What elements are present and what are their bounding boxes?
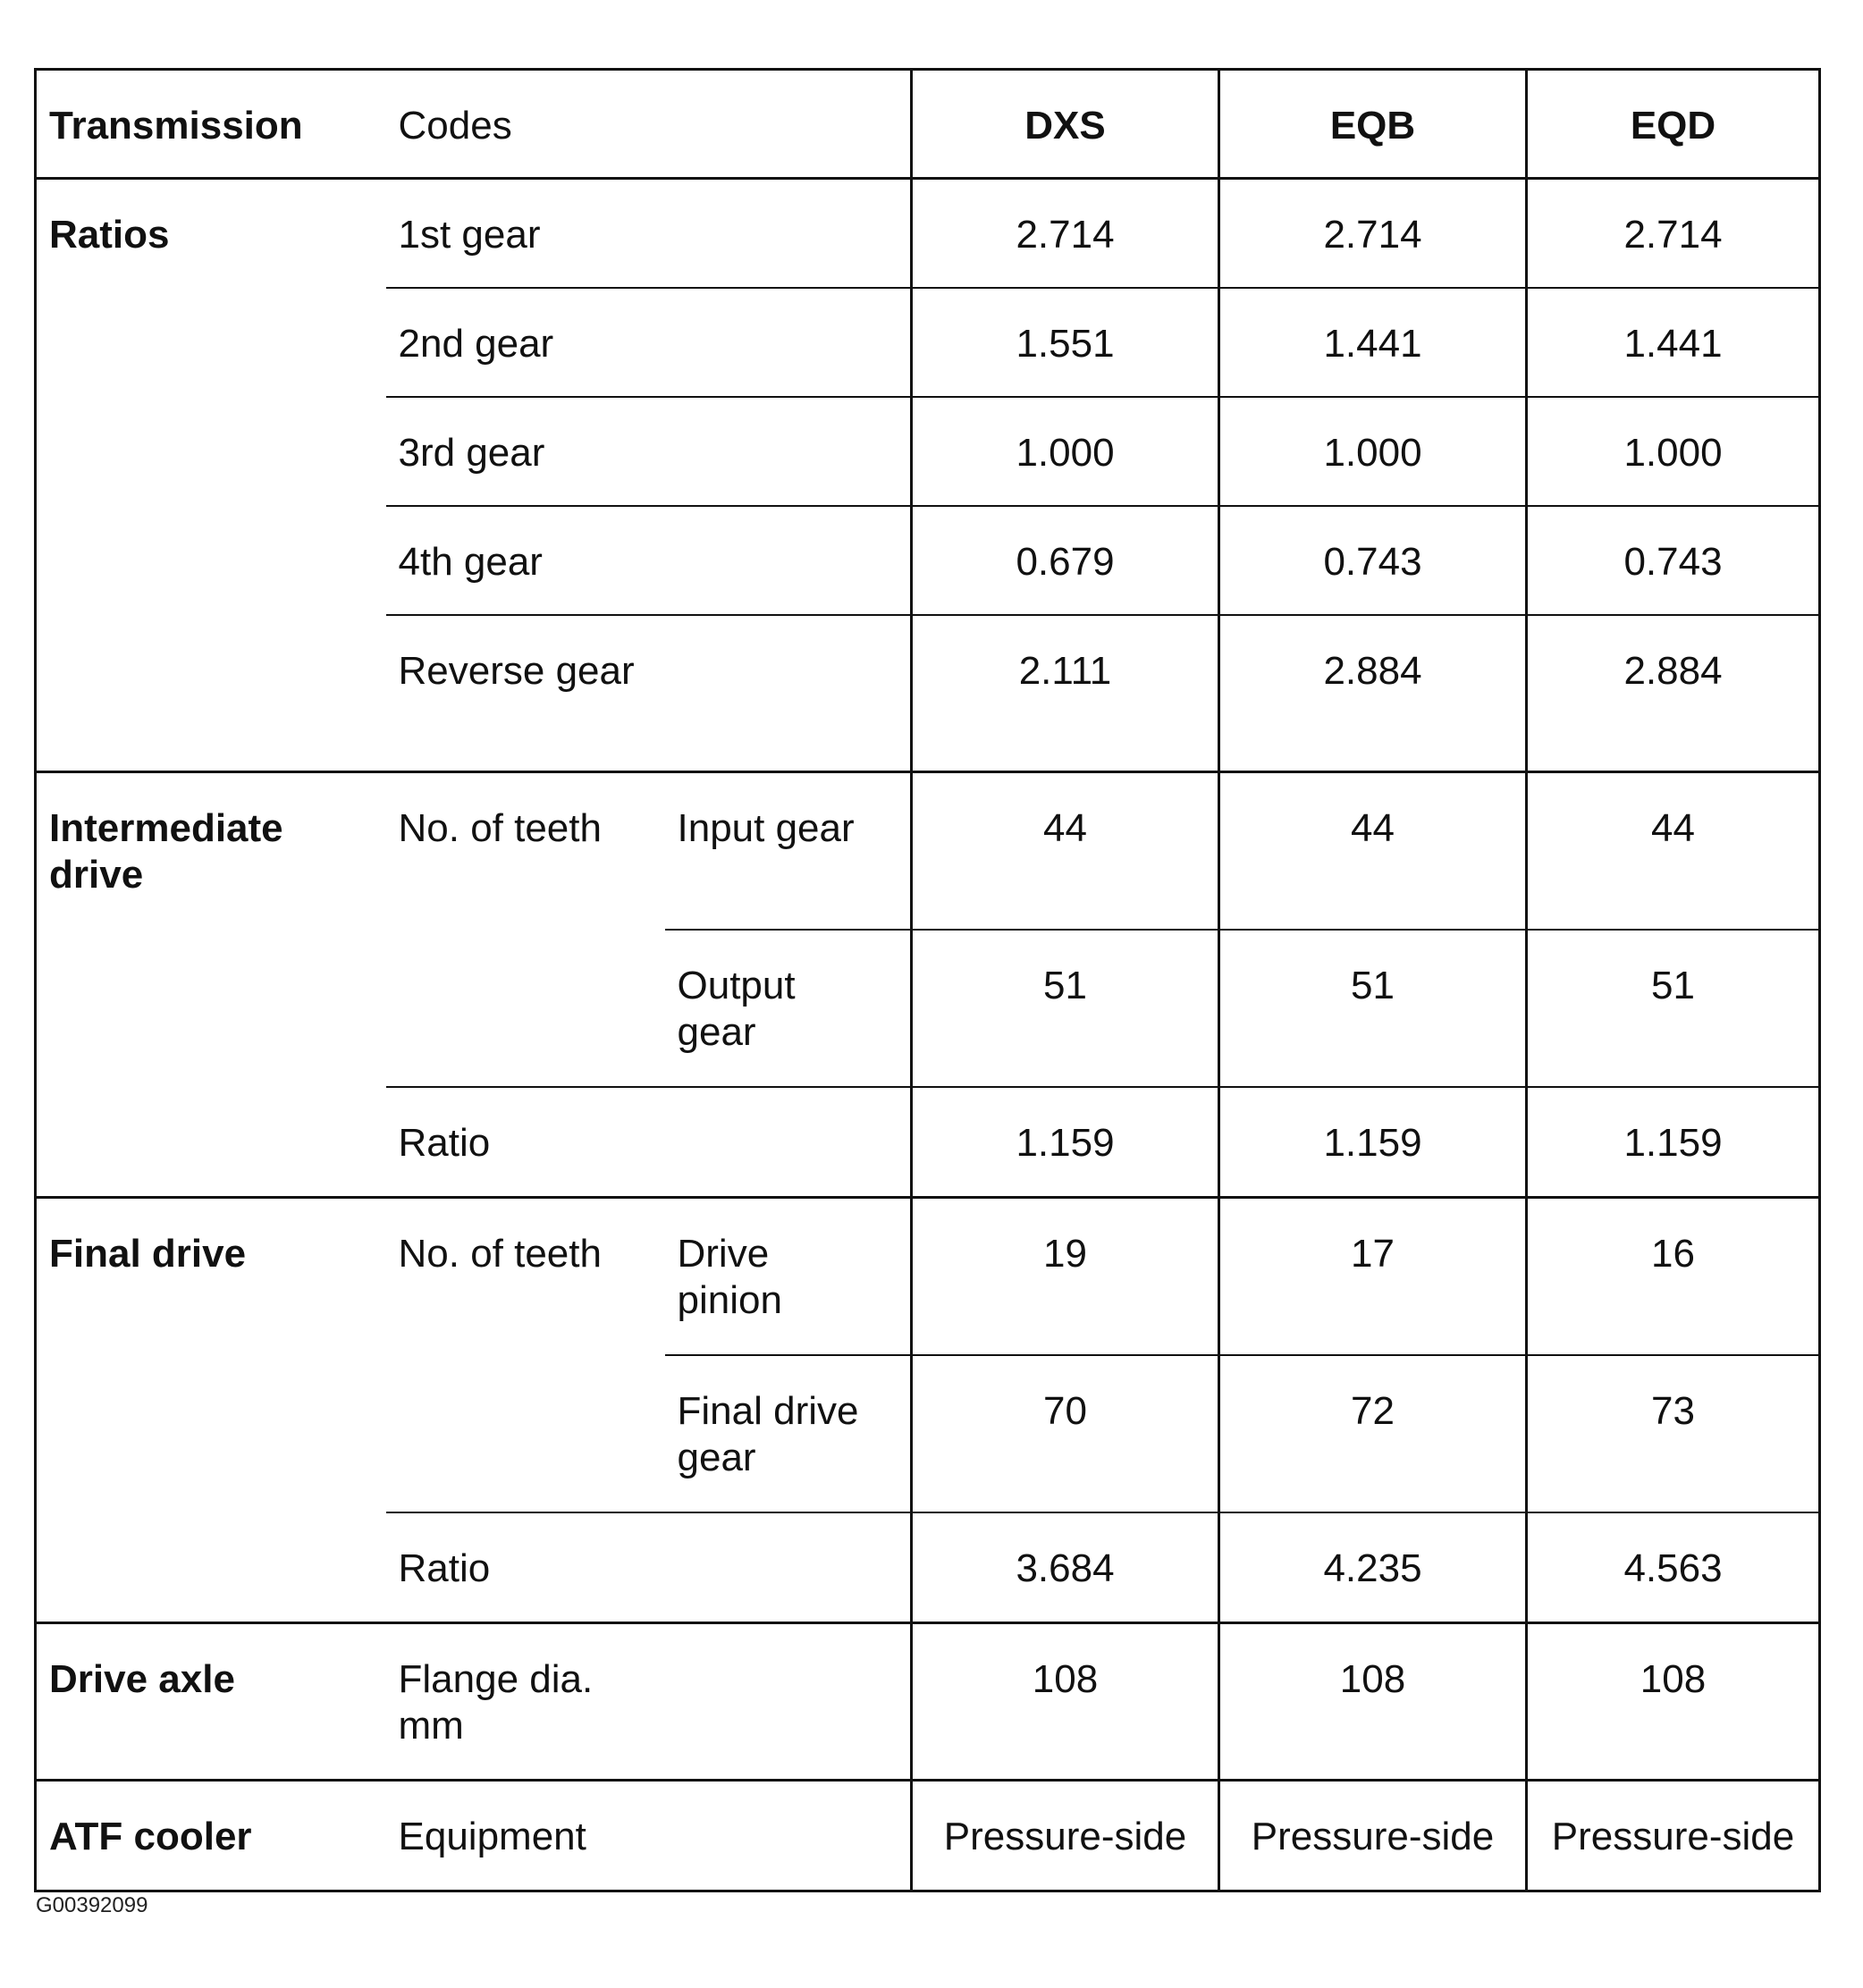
row-label: Final drive gear <box>665 1355 912 1512</box>
row-label: Drive pinion <box>665 1198 912 1355</box>
value-dxs: 1.159 <box>912 1087 1219 1198</box>
code-eqb-header: EQB <box>1219 70 1527 179</box>
value-eqd: 1.159 <box>1527 1087 1820 1198</box>
row-label: 1st gear <box>386 179 912 288</box>
value-eqb: 17 <box>1219 1198 1527 1355</box>
value-eqb: 1.000 <box>1219 397 1527 506</box>
value-dxs: 2.111 <box>912 615 1219 772</box>
teeth-label: No. of teeth <box>386 1198 665 1512</box>
figure-id: G00392099 <box>36 1893 148 1917</box>
row-label: 3rd gear <box>386 397 912 506</box>
value-dxs: 70 <box>912 1355 1219 1512</box>
row-label: Reverse gear <box>386 615 912 772</box>
value-dxs: 19 <box>912 1198 1219 1355</box>
value-eqb: 51 <box>1219 930 1527 1087</box>
value-dxs: 3.684 <box>912 1512 1219 1623</box>
value-eqd: 1.441 <box>1527 288 1820 397</box>
final-drive-section-label: Final drive <box>36 1198 386 1623</box>
value-eqb: Pressure-side <box>1219 1781 1527 1891</box>
value-eqd: 1.000 <box>1527 397 1820 506</box>
value-eqd: 73 <box>1527 1355 1820 1512</box>
row-label: Equipment <box>386 1781 912 1891</box>
value-dxs: 2.714 <box>912 179 1219 288</box>
ratio-row-1st <box>36 179 1820 288</box>
row-label: Ratio <box>386 1087 912 1198</box>
value-eqb: 1.159 <box>1219 1087 1527 1198</box>
value-eqd: Pressure-side <box>1527 1781 1820 1891</box>
final-drive-pinion-row <box>36 1198 1820 1355</box>
drive-axle-row <box>36 1623 1820 1781</box>
code-dxs-header: DXS <box>912 70 1219 179</box>
row-label: Output gear <box>665 930 912 1087</box>
row-label: 2nd gear <box>386 288 912 397</box>
value-dxs: 1.000 <box>912 397 1219 506</box>
value-eqb: 108 <box>1219 1623 1527 1781</box>
value-eqb: 72 <box>1219 1355 1527 1512</box>
atf-cooler-row <box>36 1781 1820 1891</box>
transmission-spec-table <box>34 68 1821 1892</box>
value-dxs: Pressure-side <box>912 1781 1219 1891</box>
value-eqd: 0.743 <box>1527 506 1820 615</box>
value-eqb: 0.743 <box>1219 506 1527 615</box>
row-label: Input gear <box>665 772 912 930</box>
value-eqb: 44 <box>1219 772 1527 930</box>
value-eqb: 2.884 <box>1219 615 1527 772</box>
value-eqd: 108 <box>1527 1623 1820 1781</box>
value-eqd: 4.563 <box>1527 1512 1820 1623</box>
value-eqb: 4.235 <box>1219 1512 1527 1623</box>
row-label: Flange dia. mm <box>386 1623 912 1781</box>
header-row <box>36 70 1820 179</box>
value-dxs: 44 <box>912 772 1219 930</box>
value-dxs: 108 <box>912 1623 1219 1781</box>
atf-cooler-section-label: ATF cooler <box>36 1781 386 1891</box>
value-eqb: 2.714 <box>1219 179 1527 288</box>
intermediate-input-gear-row <box>36 772 1820 930</box>
teeth-label: No. of teeth <box>386 772 665 1087</box>
value-eqb: 1.441 <box>1219 288 1527 397</box>
row-label: Ratio <box>386 1512 912 1623</box>
value-eqd: 2.714 <box>1527 179 1820 288</box>
row-label: 4th gear <box>386 506 912 615</box>
ratios-section-label: Ratios <box>36 179 386 772</box>
transmission-header: Transmission <box>49 104 303 147</box>
value-dxs: 51 <box>912 930 1219 1087</box>
value-eqd: 51 <box>1527 930 1820 1087</box>
value-dxs: 1.551 <box>912 288 1219 397</box>
value-eqd: 2.884 <box>1527 615 1820 772</box>
intermediate-drive-section-label: Intermediate drive <box>36 772 386 1198</box>
value-dxs: 0.679 <box>912 506 1219 615</box>
value-eqd: 16 <box>1527 1198 1820 1355</box>
codes-header: Codes <box>398 104 512 147</box>
drive-axle-section-label: Drive axle <box>36 1623 386 1781</box>
value-eqd: 44 <box>1527 772 1820 930</box>
code-eqd-header: EQD <box>1527 70 1820 179</box>
